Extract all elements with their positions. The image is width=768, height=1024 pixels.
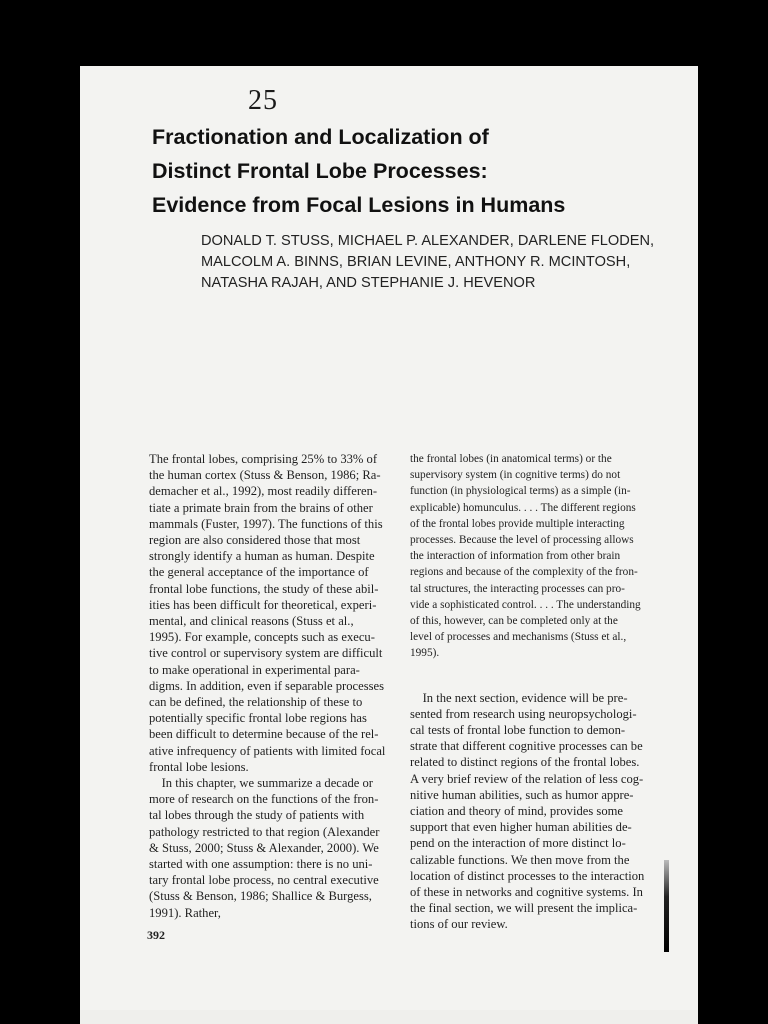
text-line: A very brief review of the relation of less cog- <box>410 771 644 786</box>
text-line: the general acceptance of the importance of <box>149 565 369 580</box>
text-line: cal tests of frontal lobe function to demon- <box>410 723 626 738</box>
author-line: DONALD T. STUSS, MICHAEL P. ALEXANDER, DARLENE FLODEN, <box>201 233 655 249</box>
title-line: Distinct Frontal Lobe Processes: <box>152 159 488 183</box>
text-line: In this chapter, we summarize a decade or <box>149 776 373 791</box>
text-line: tiate a primate brain from the brains of other <box>149 500 373 515</box>
page-number: 392 <box>147 928 165 942</box>
text-line: nitive human abilities, such as humor appre- <box>410 787 634 802</box>
text-line: & Stuss, 2000; Stuss & Alexander, 2000). We <box>149 840 379 855</box>
chapter-number: 25 <box>248 85 278 116</box>
text-line: 1995). For example, concepts such as execu- <box>149 630 375 645</box>
text-line: related to distinct regions of the frontal lobes. <box>410 755 640 770</box>
text-line: can be defined, the relationship of these to <box>149 695 363 710</box>
text-line: 1991). Rather, <box>149 905 221 920</box>
text-line: In the next section, evidence will be pre- <box>410 690 628 705</box>
body-column-right <box>410 451 654 933</box>
text-line: strongly identify a human as human. Despite <box>149 549 375 564</box>
body-paragraph <box>410 690 654 933</box>
author-list <box>201 231 654 294</box>
text-line: the interaction of information from other brain <box>410 550 621 563</box>
block-quote <box>410 451 654 662</box>
text-line: started with one assumption: there is no uni- <box>149 857 373 872</box>
text-line: tal lobes through the study of patients with <box>149 808 365 823</box>
text-line: frontal lobe functions, the study of these abil- <box>149 581 379 596</box>
text-line: sented from research using neuropsychologi- <box>410 706 637 721</box>
text-line: function (in physiological terms) as a simple (in- <box>410 485 631 498</box>
text-line: location of distinct processes to the interaction <box>410 868 645 883</box>
text-line: strate that different cognitive processes can be <box>410 739 643 754</box>
text-line: demacher et al., 1992), most readily differen- <box>149 484 378 499</box>
text-line: pend on the interaction of more distinct lo- <box>410 836 626 851</box>
text-line: supervisory system (in cognitive terms) do not <box>410 469 621 482</box>
text-line: tions of our review. <box>410 917 508 932</box>
text-line: (Stuss & Benson, 1986; Shallice & Burgess, <box>149 889 372 904</box>
text-line: ciation and theory of mind, provides some <box>410 804 623 819</box>
text-line: pathology restricted to that region (Alexander <box>149 824 380 839</box>
text-line: been difficult to determine because of the rel- <box>149 727 379 742</box>
text-line: tive control or supervisory system are difficult <box>149 646 383 661</box>
body-column-left <box>149 451 393 921</box>
text-line: to make operational in experimental para- <box>149 662 360 677</box>
text-line: mental, and clinical reasons (Stuss et al., <box>149 614 354 629</box>
text-line: mammals (Fuster, 1997). The functions of this <box>149 516 383 531</box>
text-line: ative infrequency of patients with limited focal <box>149 743 386 758</box>
text-line: the frontal lobes (in anatomical terms) or the <box>410 453 612 465</box>
text-line: more of research on the functions of the fron- <box>149 792 379 807</box>
text-line: regions and because of the complexity of the fron- <box>410 566 638 579</box>
text-line: of this, however, can be completed only at the <box>410 615 618 628</box>
text-line: region are also considered those that most <box>149 533 361 548</box>
text-line: explicable) homunculus. . . . The different regions <box>410 501 636 514</box>
title-line: Fractionation and Localization of <box>152 125 489 149</box>
text-line: frontal lobe lesions. <box>149 759 249 774</box>
title-line: Evidence from Focal Lesions in Humans <box>152 193 566 217</box>
chapter-title <box>152 120 565 222</box>
text-line: tal structures, the interacting processes can pro- <box>410 582 625 595</box>
author-line: MALCOLM A. BINNS, BRIAN LEVINE, ANTHONY R. MCINTOSH, <box>201 254 631 270</box>
text-line: digms. In addition, even if separable processes <box>149 678 385 693</box>
text-line: tary frontal lobe process, no central executive <box>149 873 379 888</box>
text-line: level of processes and mechanisms (Stuss et al., <box>410 631 627 644</box>
text-line: processes. Because the level of processing allows <box>410 534 634 547</box>
text-line: 1995). <box>410 647 440 660</box>
text-line: calizable functions. We then move from the <box>410 852 630 867</box>
text-line: support that even higher human abilities de- <box>410 820 632 835</box>
text-line: potentially specific frontal lobe regions has <box>149 711 367 726</box>
text-line: ities has been difficult for theoretical, experi- <box>149 597 377 612</box>
paragraph-gap <box>410 662 654 690</box>
text-line: of the frontal lobes provide multiple interacting <box>410 517 625 530</box>
text-line: The frontal lobes, comprising 25% to 33% of <box>149 452 378 466</box>
text-line: vide a sophisticated control. . . . The understanding <box>410 598 641 611</box>
author-line: NATASHA RAJAH, AND STEPHANIE J. HEVENOR <box>201 275 536 291</box>
text-line: the human cortex (Stuss & Benson, 1986; Ra- <box>149 468 381 483</box>
text-line: the final section, we will present the implica- <box>410 901 638 916</box>
text-line: of these in networks and cognitive systems. In <box>410 885 643 900</box>
scan-edge-shadow <box>664 860 669 952</box>
page-bottom-edge <box>80 1010 698 1024</box>
